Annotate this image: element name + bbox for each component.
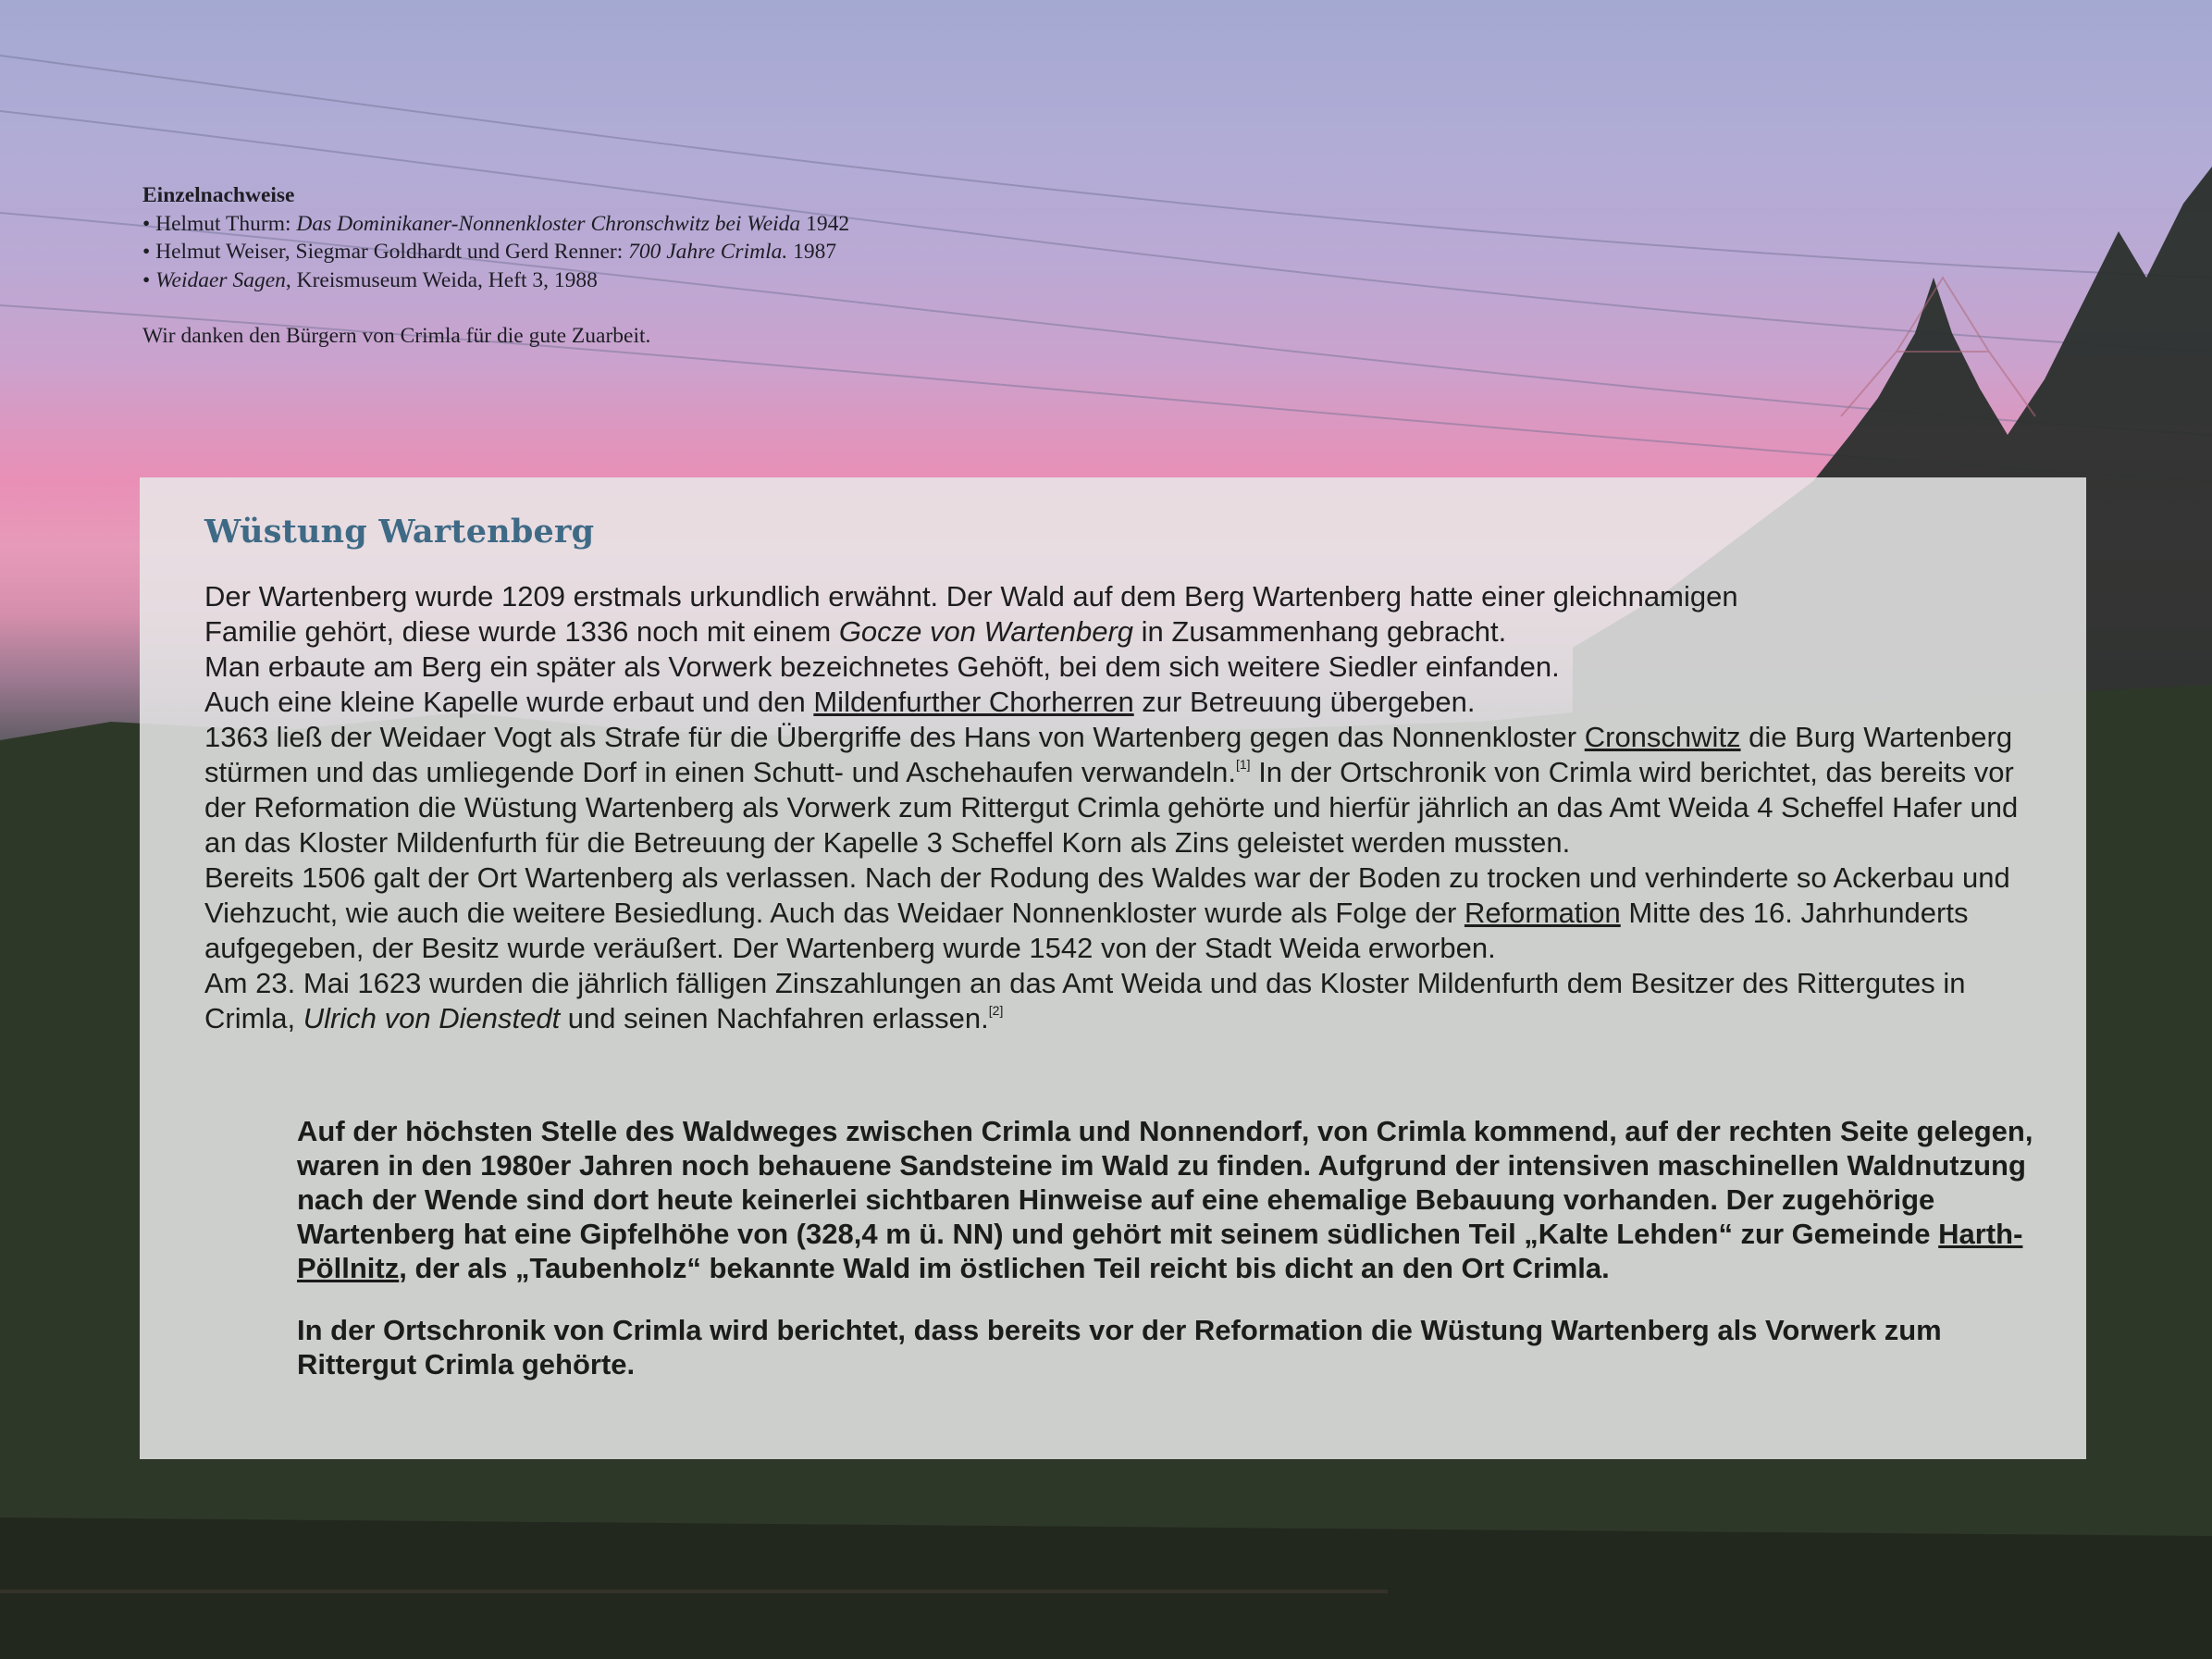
mildenfurther-chorherren-link[interactable]: Mildenfurther Chorherren — [813, 686, 1134, 718]
reference-item: • Weidaer Sagen, Kreismuseum Weida, Heft 3, 1988 — [142, 267, 598, 292]
paragraph: Am 23. Mai 1623 wurden die jährlich fälligen Zinszahlungen an das Amt Weida und das Kloster Mildenfurth dem Besitzer des Rittergutes in Crimla, Ulrich von Dienstedt und seinen Nachfahren erlassen.[2] — [204, 967, 1966, 1034]
harth-poellnitz-link[interactable]: Harth-Pöllnitz — [297, 1218, 2023, 1284]
paragraph: Bereits 1506 galt der Ort Wartenberg als verlassen. Nach der Rodung des Waldes war der Boden zu trocken und verhinderte so Ackerbau und Viehzucht, wie auch die weitere Besiedlung. Auch das Weidaer Nonnenkloster wurde als Folge der Reformation Mitte des 16. Jahrhunderts aufgegeben, der Besitz wurde veräußert. Der Wartenberg wurde 1542 von der Stadt Weida erworben. — [204, 861, 2010, 964]
note-paragraph: In der Ortschronik von Crimla wird berichtet, dass bereits vor der Reformation die Wüstung Wartenberg als Vorwerk zum Rittergut Crimla gehörte. — [297, 1314, 1942, 1380]
article-title: Wüstung Wartenberg — [204, 513, 595, 551]
cronschwitz-link[interactable]: Cronschwitz — [1584, 721, 1741, 753]
paragraph: 1363 ließ der Weidaer Vogt als Strafe für die Übergriffe des Hans von Wartenberg gegen das Nonnenkloster Cronschwitz die Burg Wartenberg stürmen und das umliegende Dorf in einen Schutt- und Aschehaufen verwandeln.[1] In der Ortschronik von Crimla wird berichtet, das bereits vor der Reformation die Wüstung Wartenberg als Vorwerk zum Rittergut Crimla gehörte und hierfür jährlich an das Amt Weida 4 Scheffel Hafer und an das Kloster Mildenfurth für die Betreuung der Kapelle 3 Scheffel Korn als Zins geleistet werden mussten. — [204, 721, 2019, 859]
reformation-link[interactable]: Reformation — [1464, 897, 1621, 929]
thanks-note: Wir danken den Bürgern von Crimla für die gute Zuarbeit. — [142, 324, 651, 348]
reference-item: • Helmut Thurm: Das Dominikaner-Nonnenkloster Chronschwitz bei Weida 1942 — [142, 211, 850, 236]
paragraph-line: Man erbaute am Berg ein später als Vorwerk bezeichnetes Gehöft, bei dem sich weitere Siedler einfanden. — [204, 650, 1560, 683]
footnote-ref-1[interactable]: [1] — [1236, 757, 1251, 772]
bold-notes — [297, 1114, 2036, 1409]
paragraph-line: Familie gehört, diese wurde 1336 noch mit einem Gocze von Wartenberg in Zusammenhang gebracht. — [204, 615, 1507, 648]
references-section — [142, 181, 1160, 351]
reference-item: • Helmut Weiser, Siegmar Goldhardt und Gerd Renner: 700 Jahre Crimla. 1987 — [142, 240, 837, 264]
footnote-ref-2[interactable]: [2] — [988, 1003, 1004, 1018]
references-heading: Einzelnachweise — [142, 183, 295, 207]
paragraph-line: Der Wartenberg wurde 1209 erstmals urkundlich erwähnt. Der Wald auf dem Berg Wartenberg hatte einer gleichnamigen — [204, 580, 1738, 613]
paragraph-line: Auch eine kleine Kapelle wurde erbaut und den Mildenfurther Chorherren zur Betreuung übergeben. — [204, 686, 1476, 718]
article-panel — [140, 477, 2086, 1459]
note-paragraph: Auf der höchsten Stelle des Waldweges zwischen Crimla und Nonnendorf, von Crimla kommend, auf der rechten Seite gelegen, waren in den 1980er Jahren noch behauene Sandsteine im Wald zu finden. Aufgrund der intensiven maschinellen Waldnutzung nach der Wende sind dort heute keinerlei sichtbaren Hinweise auf eine ehemalige Bebauung vorhanden. Der zugehörige Wartenberg hat eine Gipfelhöhe von (328,4 m ü. NN) und gehört mit seinem südlichen Teil „Kalte Lehden“ zur Gemeinde Harth-Pöllnitz, der als „Taubenholz“ bekannte Wald im östlichen Teil reicht bis dicht an den Ort Crimla. — [297, 1115, 2033, 1284]
article-body — [204, 579, 2045, 1036]
